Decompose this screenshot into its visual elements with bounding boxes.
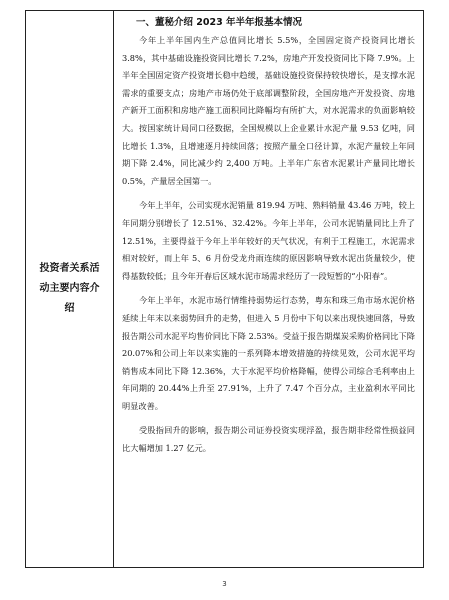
paragraph-sales-volume: 今年上半年，公司实现水泥销量 819.94 万吨、熟料销量 43.46 万吨，较上年同期分别增长了 12.51%、32.42%。今年上半年，公司水泥销量同比上升了 12.51%，主要得益于今年上半年较好的天气状况，有利于工程施工，水泥需求相对较好，而上年 5、6 月份受龙舟雨连续的原因影响导致水泥出货量较少，使得基数较低；且今年开春后区域水泥市场需求经历了一段短暂的“小阳春”。 [122,200,415,281]
info-table [25,10,424,568]
paragraph-investment-gains: 受股指回升的影响，报告期公司证券投资实现浮盈，报告期非经常性损益同比大幅增加 1.27 亿元。 [122,425,415,454]
section-title: 一、董秘介绍 2023 年半年报基本情况 [136,17,303,28]
row-label: 投资者关系活动主要内容介绍 [39,263,100,314]
page-number: 3 [222,580,227,588]
paragraph-price-and-margin: 今年上半年，水泥市场行情维持弱势运行态势，粤东和珠三角市场水泥价格延续上年末以来弱势回升的走势，但进入 5 月份中下旬以来出现快速回落，导致报告期公司水泥平均售价同比下降 2.53%。受益于报告期煤炭采购价格同比下降 20.07%和公司上年以来实施的一系列降本增效措施的持续见效，公司水泥平均销售成本同比下降 12.36%，大于水泥平均价格降幅，使得公司综合毛利率由上年同期的 20.44%上升至 27.91%，上升了 7.47 个百分点，主业盈利水平同比明显改善。 [122,295,415,411]
table-label-cell [26,11,114,567]
paragraph-macro-overview: 今年上半年国内生产总值同比增长 5.5%，全国固定资产投资同比增长 3.8%，其中基础设施投资同比增长 7.2%，房地产开发投资同比下降 7.9%。上半年全国固定资产投资增长稳中趋缓，基础设施投资保持较快增长，是支撑水泥需求的重要支点；房地产市场仍处于底部调整阶段，全国房地产开发投资、房地产新开工面积和房地产施工面积同比降幅均有所扩大，对水泥需求的负面影响较大。按国家统计局同口径数据，全国规模以上企业累计水泥产量 9.53 亿吨，同比增长 1.3%，且增速逐月持续回落；按照产量全口径计算，水泥产量较上年同期下降 2.4%，同比减少约 2,400 万吨。上半年广东省水泥累计产量同比增长 0.5%，产量居全国第一。 [122,35,415,186]
table-content-cell [114,11,423,567]
